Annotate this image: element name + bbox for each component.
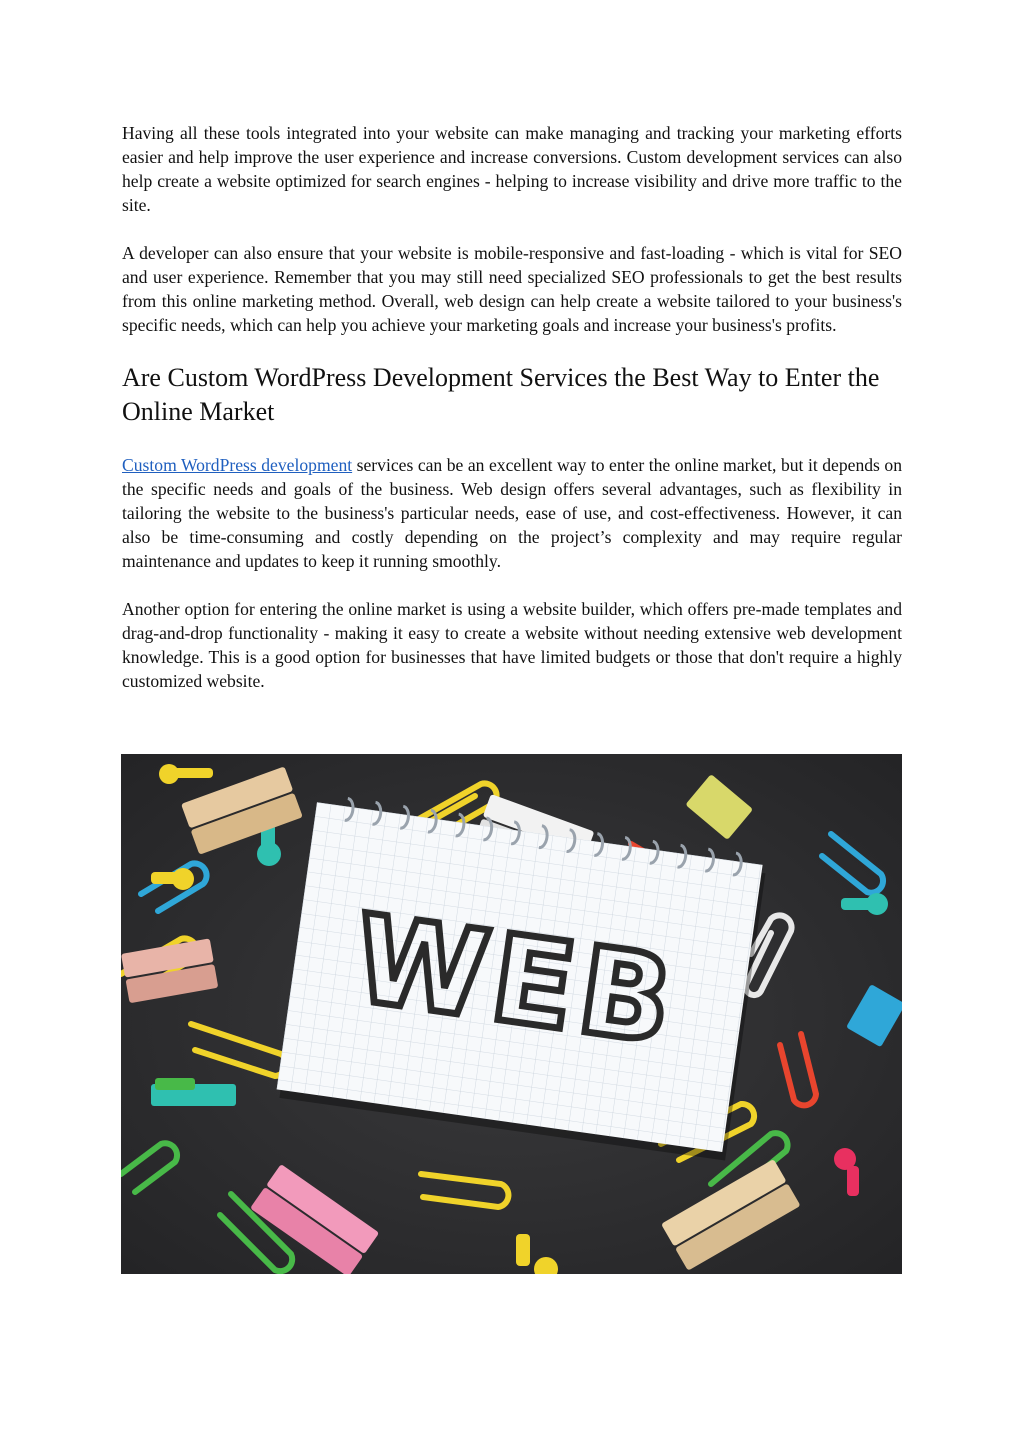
paragraph-1: Having all these tools integrated into your website can make managing and tracking your marketing efforts easier and help improve the user experience and increase conversions. Custom development services can also help create a website optimized for search engines - helping to increase visibility and drive more traffic to the site. xyxy=(122,123,902,215)
paragraph-3 xyxy=(122,453,902,573)
photo-illustration xyxy=(121,754,902,1274)
paragraph-4: Another option for entering the online market is using a website builder, which offers pre-made templates and drag-and-drop functionality - making it easy to create a website without needing extensive web development knowledge. This is a good option for businesses that have limited budgets or those that don't require a highly customized website. xyxy=(122,599,902,691)
custom-wordpress-link[interactable]: Custom WordPress development xyxy=(122,455,353,475)
paragraph-3-text: services can be an excellent way to enter the online market, but it depends on the specific needs and goals of the business. Web design offers several advantages, such as flexibility in tailoring the website to the business's particular needs, ease of use, and cost-effectiveness. However, it can also be time-consuming and costly depending on the project’s complexity and may require regular maintenance and updates to keep it running smoothly. xyxy=(122,455,902,571)
paragraph-2: A developer can also ensure that your website is mobile-responsive and fast-loading - which is vital for SEO and user experience. Remember that you may still need specialized SEO professionals to get the best results from this online marketing method. Overall, web design can help create a website tailored to your business's specific needs, which can help you achieve your marketing goals and increase your business's profits. xyxy=(122,243,902,335)
notepad-text: WEB xyxy=(345,889,686,1073)
web-notepad-photo xyxy=(121,754,902,1274)
article-body xyxy=(122,121,902,717)
section-heading: Are Custom WordPress Development Services the Best Way to Enter the Online Market xyxy=(122,363,880,426)
